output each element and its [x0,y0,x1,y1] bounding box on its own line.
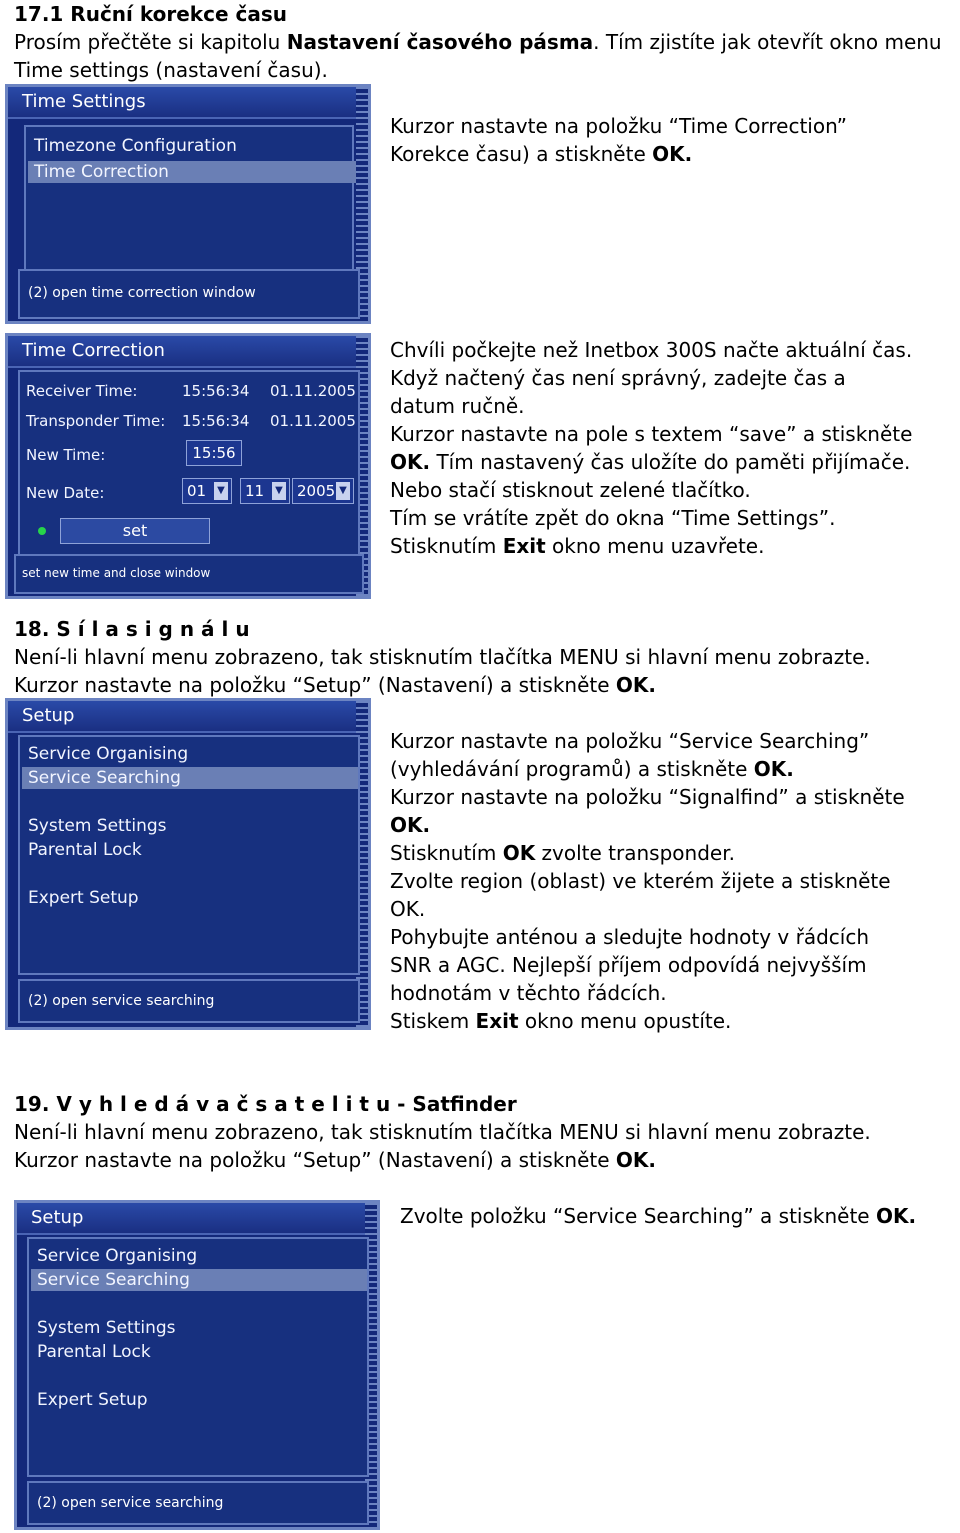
year-select[interactable] [292,478,354,504]
text: okno menu uzavřete. [545,534,765,558]
text: Stisknutím [390,534,503,558]
transponder-time-value: 15:56:34 [182,412,250,430]
text-bold: Nastavení časového pásma [286,30,594,54]
setup-screenshot-1 [5,698,371,1030]
footer-hint: set new time and close window [22,566,211,580]
intro-line-2: Time settings (nastavení času). [14,58,328,82]
paragraph-line: OK. [390,897,426,921]
footer-panel [18,979,360,1023]
paragraph-line: Kurzor nastavte na položku “Time Correction” [390,114,848,138]
text: Kurzor nastavte na položku “Setup” (Nastavení) a stiskněte [14,673,616,697]
time-correction-screenshot [5,333,371,599]
paragraph-line [390,448,910,476]
text-bold: Exit [502,534,546,558]
text-bold: OK. [390,450,431,474]
footer-hint: (2) open service searching [37,1495,224,1511]
paragraph-line: datum ručně. [390,394,525,418]
text-bold: Exit [475,1009,519,1033]
screen-title: Time Correction [8,336,368,368]
intro-line-1 [14,28,942,56]
paragraph-line: Kurzor nastavte na položku “Service Searching” [390,729,870,753]
set-button[interactable]: set [60,518,210,544]
transponder-time-label: Transponder Time: [26,412,166,430]
text-bold: OK. [615,1148,657,1172]
time-settings-screenshot [5,84,371,324]
chevron-down-icon[interactable]: ▼ [272,482,286,500]
day-select[interactable] [182,478,232,504]
menu-item-system-settings[interactable]: System Settings [37,1318,176,1338]
paragraph-line [14,1146,656,1174]
day-value: 01 [187,482,207,500]
year-value: 2005 [297,482,336,500]
screen-title: Setup [8,701,368,733]
paragraph-line: Pohybujte anténou a sledujte hodnoty v řádcích [390,925,870,949]
paragraph-line: Nebo stačí stisknout zelené tlačítko. [390,478,751,502]
text: Korekce času) a stiskněte [390,142,653,166]
paragraph-line: Kurzor nastavte na položku “Signalfind” a stiskněte [390,785,905,809]
paragraph-line [390,532,764,560]
setup-screenshot-2 [14,1200,380,1530]
screen-title: Setup [17,1203,377,1235]
footer-hint: (2) open time correction window [28,285,256,301]
paragraph-line: SNR a AGC. Nejlepší příjem odpovídá nejvyšším [390,953,867,977]
new-date-label: New Date: [26,484,105,502]
menu-panel [24,125,354,271]
heading-number: 19. [14,1092,57,1116]
footer-panel [27,1481,369,1525]
menu-item-timezone[interactable]: Timezone Configuration [34,136,237,156]
menu-item-service-organising[interactable]: Service Organising [28,744,189,764]
menu-item-time-correction[interactable]: Time Correction [28,161,356,183]
text: . Tím zjistíte jak otevřít okno menu [593,30,942,54]
chevron-down-icon[interactable]: ▼ [214,482,228,500]
footer-panel [14,554,364,594]
paragraph-line: Když načtený čas není správný, zadejte čas a [390,366,846,390]
paragraph-line [390,839,735,867]
month-value: 11 [245,482,265,500]
paragraph-line: Chvíli počkejte než Inetbox 300S načte aktuální čas. [390,338,913,362]
time-panel [18,370,360,556]
section-heading-17-1: 17.1 Ruční korekce času [14,2,287,26]
paragraph-line [390,1007,731,1035]
text-bold: OK. [875,1204,917,1228]
chevron-down-icon[interactable]: ▼ [336,482,350,500]
text: Kurzor nastavte na položku “Setup” (Nastavení) a stiskněte [14,1148,616,1172]
text: (vyhledávání programů) a stiskněte [390,757,754,781]
menu-item-service-organising[interactable]: Service Organising [37,1246,198,1266]
new-time-label: New Time: [26,446,106,464]
heading-number: 18. [14,617,57,641]
heading-title: S í l a s i g n á l u [56,617,250,641]
receiver-time-value: 15:56:34 [182,382,250,400]
text-bold: OK. [652,142,693,166]
receiver-date-value: 01.11.2005 [270,382,356,400]
paragraph-line: hodnotám v těchto řádcích. [390,981,667,1005]
text: okno menu opustíte. [518,1009,732,1033]
new-time-input[interactable]: 15:56 [186,440,242,466]
heading-title: V y h l e d á v a č s a t e l i t u [56,1092,391,1116]
paragraph-line [390,140,692,168]
menu-item-expert-setup[interactable]: Expert Setup [37,1390,148,1410]
receiver-time-label: Receiver Time: [26,382,138,400]
paragraph-line: Není-li hlavní menu zobrazeno, tak stisknutím tlačítka MENU si hlavní menu zobrazte. [14,645,871,669]
paragraph-line: Kurzor nastavte na pole s textem “save” a stiskněte [390,422,913,446]
text-bold: OK. [753,757,794,781]
menu-panel [27,1237,369,1477]
footer-hint: (2) open service searching [28,993,215,1009]
section-heading-19 [14,1090,517,1118]
heading-suffix: - Satfinder [390,1092,517,1116]
paragraph-line: Zvolte region (oblast) ve kterém žijete a stiskněte [390,869,891,893]
section-heading-18 [14,615,250,643]
paragraph-line [400,1202,916,1230]
text: Tím nastavený čas uložíte do paměti přijímače. [430,450,911,474]
paragraph-line: OK. [390,813,431,837]
footer-panel [18,269,360,319]
paragraph-line: Není-li hlavní menu zobrazeno, tak stisknutím tlačítka MENU si hlavní menu zobrazte. [14,1120,871,1144]
text-bold: OK [502,841,536,865]
menu-item-service-searching[interactable]: Service Searching [22,767,358,789]
screen-title: Time Settings [8,87,368,119]
menu-panel [18,735,360,975]
paragraph-line [14,671,656,699]
paragraph-line [390,755,794,783]
transponder-date-value: 01.11.2005 [270,412,356,430]
green-key-icon [38,527,46,535]
menu-item-expert-setup[interactable]: Expert Setup [28,888,139,908]
text-bold: OK. [615,673,657,697]
menu-item-parental-lock[interactable]: Parental Lock [37,1342,151,1362]
text: zvolte transponder. [535,841,735,865]
month-select[interactable] [240,478,290,504]
menu-item-parental-lock[interactable]: Parental Lock [28,840,142,860]
menu-item-system-settings[interactable]: System Settings [28,816,167,836]
menu-item-service-searching[interactable]: Service Searching [31,1269,367,1291]
paragraph-line: Tím se vrátíte zpět do okna “Time Settings”. [390,506,836,530]
text: Prosím přečtěte si kapitolu [14,30,287,54]
text: Zvolte položku “Service Searching” a stiskněte [400,1204,876,1228]
text: Stisknutím [390,841,503,865]
text: Stiskem [390,1009,476,1033]
